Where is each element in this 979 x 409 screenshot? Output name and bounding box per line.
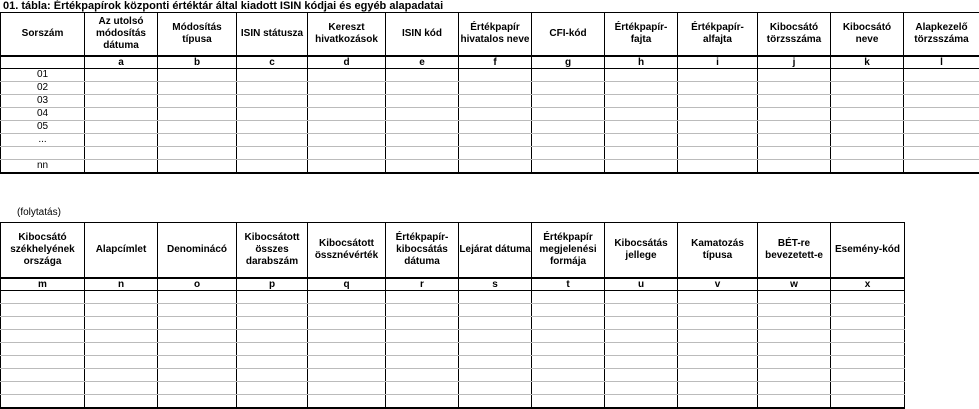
table-cell[interactable] [831, 108, 904, 121]
table-cell[interactable] [158, 160, 237, 174]
table-cell[interactable] [1, 395, 85, 409]
column-header: Alapkezelő törzsszáma [904, 13, 979, 57]
table-cell[interactable] [158, 108, 237, 121]
column-letter-row [1, 278, 905, 291]
column-header: Kibocsátás jellege [605, 223, 678, 279]
table-cell[interactable] [678, 330, 758, 343]
column-letter: x [831, 278, 905, 291]
column-letter: s [459, 278, 532, 291]
table-cell[interactable] [459, 95, 532, 108]
table-cell[interactable] [532, 291, 605, 304]
table-cell[interactable] [758, 356, 831, 369]
table-cell[interactable] [85, 160, 158, 174]
table-cell[interactable] [85, 108, 158, 121]
header-row [1, 223, 905, 279]
table-row [1, 369, 905, 382]
table-cell[interactable] [678, 395, 758, 409]
column-letter-row [1, 56, 979, 69]
column-letter [1, 56, 85, 69]
table-cell[interactable] [678, 369, 758, 382]
column-header: Kibocsátott összes darabszám [237, 223, 308, 279]
isin-table-part1 [0, 12, 979, 174]
table-cell[interactable] [678, 343, 758, 356]
table-cell[interactable] [678, 82, 758, 95]
table-cell[interactable] [678, 134, 758, 147]
table-cell[interactable] [605, 382, 678, 395]
table-cell[interactable] [532, 82, 605, 95]
table-cell[interactable] [831, 343, 905, 356]
table-cell[interactable] [459, 317, 532, 330]
table-cell[interactable] [532, 382, 605, 395]
table-row [1, 304, 905, 317]
table-cell[interactable] [308, 330, 386, 343]
table-cell[interactable] [386, 317, 459, 330]
column-header: Kamatozás típusa [678, 223, 758, 279]
table-cell[interactable] [308, 147, 386, 160]
column-header: Kibocsátó törzsszáma [758, 13, 831, 57]
table-cell[interactable] [85, 134, 158, 147]
table-cell[interactable] [831, 356, 905, 369]
column-header: ISIN kód [386, 13, 459, 57]
table-cell[interactable] [386, 343, 459, 356]
table-cell[interactable] [678, 356, 758, 369]
table-cell[interactable] [758, 395, 831, 409]
table-cell[interactable] [85, 82, 158, 95]
table-cell[interactable] [831, 395, 905, 409]
table-cell[interactable] [1, 343, 85, 356]
table-row [1, 69, 979, 82]
table-cell[interactable] [532, 134, 605, 147]
table-row [1, 382, 905, 395]
table-cell[interactable] [678, 108, 758, 121]
table-cell[interactable] [758, 369, 831, 382]
table-cell[interactable] [904, 147, 979, 160]
table-cell[interactable] [237, 304, 308, 317]
column-letter: b [158, 56, 237, 69]
table-cell[interactable] [386, 369, 459, 382]
column-header: Kereszt hivatkozások [308, 13, 386, 57]
table-cell[interactable] [758, 343, 831, 356]
table-cell[interactable] [237, 395, 308, 409]
table-cell[interactable] [1, 291, 85, 304]
table-cell[interactable] [459, 82, 532, 95]
table-cell[interactable] [678, 121, 758, 134]
column-letter: f [459, 56, 532, 69]
column-header: Denominácó [158, 223, 237, 279]
table-cell[interactable] [532, 356, 605, 369]
table-cell[interactable] [532, 95, 605, 108]
table-cell[interactable] [386, 291, 459, 304]
column-letter: q [308, 278, 386, 291]
table-cell[interactable] [308, 356, 386, 369]
table-cell[interactable] [237, 356, 308, 369]
column-header: Lejárat dátuma [459, 223, 532, 279]
table-cell[interactable] [459, 382, 532, 395]
column-header: Kibocsátó székhelyének országa [1, 223, 85, 279]
column-letter: p [237, 278, 308, 291]
table-cell[interactable] [605, 291, 678, 304]
table-cell[interactable] [678, 160, 758, 174]
column-letter: i [678, 56, 758, 69]
column-header: Módosítás típusa [158, 13, 237, 57]
table-cell[interactable] [678, 95, 758, 108]
table-cell[interactable] [1, 369, 85, 382]
column-letter: d [308, 56, 386, 69]
row-number: 04 [1, 108, 85, 121]
table-cell[interactable] [158, 134, 237, 147]
table-cell[interactable] [758, 291, 831, 304]
column-letter: g [532, 56, 605, 69]
column-letter: a [85, 56, 158, 69]
table-cell[interactable] [459, 69, 532, 82]
table-cell[interactable] [158, 121, 237, 134]
column-header: Kibocsátó neve [831, 13, 904, 57]
table-cell[interactable] [386, 82, 459, 95]
table-cell[interactable] [459, 395, 532, 409]
table-cell[interactable] [605, 369, 678, 382]
table-cell[interactable] [904, 82, 979, 95]
table-row [1, 343, 905, 356]
table-cell[interactable] [605, 317, 678, 330]
table-cell[interactable] [85, 395, 158, 409]
table-cell[interactable] [758, 160, 831, 174]
continuation-label: (folytatás) [17, 207, 61, 218]
table-cell[interactable] [85, 69, 158, 82]
table-cell[interactable] [158, 147, 237, 160]
table-cell[interactable] [831, 134, 904, 147]
column-letter: w [758, 278, 831, 291]
column-letter: t [532, 278, 605, 291]
table-cell[interactable] [158, 343, 237, 356]
column-letter: l [904, 56, 979, 69]
column-header: Értékpapír-alfajta [678, 13, 758, 57]
table-cell[interactable] [459, 356, 532, 369]
row-number [1, 147, 85, 160]
table-cell[interactable] [758, 304, 831, 317]
table-cell[interactable] [831, 95, 904, 108]
table-cell[interactable] [758, 82, 831, 95]
table-cell[interactable] [532, 147, 605, 160]
column-letter: u [605, 278, 678, 291]
table-cell[interactable] [237, 134, 308, 147]
table-title: 01. tábla: Értékpapírok központi értéktár által kiadott ISIN kódjai és egyéb alapadatai [3, 0, 443, 12]
table-row [1, 108, 979, 121]
row-number: 02 [1, 82, 85, 95]
table-cell[interactable] [237, 330, 308, 343]
row-number: 05 [1, 121, 85, 134]
table-cell[interactable] [678, 291, 758, 304]
table-cell[interactable] [158, 317, 237, 330]
row-number: ... [1, 134, 85, 147]
table-cell[interactable] [605, 95, 678, 108]
table-row [1, 395, 905, 409]
table-cell[interactable] [85, 291, 158, 304]
table-cell[interactable] [678, 69, 758, 82]
table-cell[interactable] [308, 291, 386, 304]
table-cell[interactable] [158, 95, 237, 108]
table-cell[interactable] [831, 121, 904, 134]
table-cell[interactable] [158, 395, 237, 409]
isin-table-part2 [0, 222, 905, 409]
table-cell[interactable] [904, 69, 979, 82]
table-cell[interactable] [237, 95, 308, 108]
table-cell[interactable] [532, 108, 605, 121]
table-cell[interactable] [605, 356, 678, 369]
table-row [1, 160, 979, 174]
table-cell[interactable] [605, 395, 678, 409]
table-row [1, 330, 905, 343]
table-cell[interactable] [386, 95, 459, 108]
table-cell[interactable] [308, 95, 386, 108]
table-cell[interactable] [758, 134, 831, 147]
table-cell[interactable] [308, 395, 386, 409]
table-cell[interactable] [386, 382, 459, 395]
table-cell[interactable] [158, 304, 237, 317]
column-letter: o [158, 278, 237, 291]
table-cell[interactable] [308, 304, 386, 317]
table-cell[interactable] [605, 121, 678, 134]
table-cell[interactable] [831, 382, 905, 395]
table-cell[interactable] [308, 69, 386, 82]
table-cell[interactable] [831, 369, 905, 382]
table-cell[interactable] [1, 304, 85, 317]
table-cell[interactable] [605, 343, 678, 356]
table-cell[interactable] [904, 121, 979, 134]
table-cell[interactable] [532, 160, 605, 174]
table-cell[interactable] [459, 147, 532, 160]
table-cell[interactable] [85, 330, 158, 343]
table-cell[interactable] [85, 147, 158, 160]
table-cell[interactable] [758, 147, 831, 160]
table-cell[interactable] [831, 317, 905, 330]
column-letter: v [678, 278, 758, 291]
table-cell[interactable] [237, 291, 308, 304]
table-cell[interactable] [831, 304, 905, 317]
table-cell[interactable] [605, 69, 678, 82]
table-cell[interactable] [532, 121, 605, 134]
column-letter: r [386, 278, 459, 291]
table-cell[interactable] [678, 147, 758, 160]
table-cell[interactable] [308, 317, 386, 330]
table-cell[interactable] [904, 108, 979, 121]
table-cell[interactable] [532, 330, 605, 343]
table-cell[interactable] [532, 343, 605, 356]
table-cell[interactable] [308, 160, 386, 174]
row-number: 01 [1, 69, 85, 82]
table-row [1, 147, 979, 160]
table-cell[interactable] [386, 304, 459, 317]
table-cell[interactable] [831, 82, 904, 95]
table-row [1, 356, 905, 369]
table-cell[interactable] [386, 147, 459, 160]
table-row [1, 134, 979, 147]
table-cell[interactable] [386, 330, 459, 343]
table-cell[interactable] [158, 291, 237, 304]
table-cell[interactable] [85, 343, 158, 356]
column-header: Kibocsátott össznévérték [308, 223, 386, 279]
table-cell[interactable] [1, 382, 85, 395]
table-cell[interactable] [158, 330, 237, 343]
table-cell[interactable] [459, 304, 532, 317]
column-letter: h [605, 56, 678, 69]
table-cell[interactable] [758, 95, 831, 108]
table-cell[interactable] [85, 356, 158, 369]
table-cell[interactable] [85, 121, 158, 134]
table-cell[interactable] [1, 317, 85, 330]
table-cell[interactable] [158, 369, 237, 382]
column-header: Értékpapír-kibocsátás dátuma [386, 223, 459, 279]
column-letter: n [85, 278, 158, 291]
table-cell[interactable] [386, 395, 459, 409]
column-letter: j [758, 56, 831, 69]
table-cell[interactable] [237, 147, 308, 160]
table-row [1, 95, 979, 108]
table-cell[interactable] [459, 121, 532, 134]
table-cell[interactable] [758, 317, 831, 330]
table-cell[interactable] [308, 382, 386, 395]
table-cell[interactable] [237, 82, 308, 95]
table-cell[interactable] [758, 330, 831, 343]
table-cell[interactable] [308, 121, 386, 134]
table-cell[interactable] [237, 343, 308, 356]
column-header: BÉT-re bevezetett-e [758, 223, 831, 279]
table-cell[interactable] [308, 134, 386, 147]
table-cell[interactable] [237, 369, 308, 382]
table-cell[interactable] [459, 343, 532, 356]
table-cell[interactable] [237, 121, 308, 134]
header-row [1, 13, 979, 57]
table-cell[interactable] [1, 330, 85, 343]
table-cell[interactable] [158, 382, 237, 395]
table-cell[interactable] [605, 82, 678, 95]
table-cell[interactable] [85, 304, 158, 317]
table-cell[interactable] [237, 69, 308, 82]
table-cell[interactable] [532, 304, 605, 317]
column-letter: c [237, 56, 308, 69]
table-cell[interactable] [386, 356, 459, 369]
table-cell[interactable] [386, 160, 459, 174]
table-cell[interactable] [158, 82, 237, 95]
column-header: Alapcímlet [85, 223, 158, 279]
table-cell[interactable] [904, 134, 979, 147]
table-cell[interactable] [831, 69, 904, 82]
table-cell[interactable] [831, 330, 905, 343]
table-cell[interactable] [605, 147, 678, 160]
table-cell[interactable] [386, 134, 459, 147]
table-cell[interactable] [678, 382, 758, 395]
table-cell[interactable] [459, 291, 532, 304]
table-cell[interactable] [459, 134, 532, 147]
table-cell[interactable] [459, 330, 532, 343]
table-cell[interactable] [758, 69, 831, 82]
table-cell[interactable] [308, 108, 386, 121]
table-cell[interactable] [605, 304, 678, 317]
table-cell[interactable] [904, 160, 979, 174]
column-letter: e [386, 56, 459, 69]
row-number: 03 [1, 95, 85, 108]
table-cell[interactable] [308, 343, 386, 356]
table-cell[interactable] [605, 108, 678, 121]
table-cell[interactable] [158, 356, 237, 369]
table-row [1, 121, 979, 134]
table-cell[interactable] [237, 160, 308, 174]
table-cell[interactable] [532, 69, 605, 82]
table-cell[interactable] [459, 160, 532, 174]
table-cell[interactable] [605, 160, 678, 174]
table-cell[interactable] [904, 95, 979, 108]
column-header: Értékpapír-fajta [605, 13, 678, 57]
table-cell[interactable] [237, 317, 308, 330]
table-cell[interactable] [386, 121, 459, 134]
column-header: ISIN státusza [237, 13, 308, 57]
column-header: Az utolsó módosítás dátuma [85, 13, 158, 57]
table-cell[interactable] [678, 317, 758, 330]
table-cell[interactable] [532, 395, 605, 409]
table-cell[interactable] [1, 356, 85, 369]
table-cell[interactable] [459, 108, 532, 121]
column-header: Értékpapír hivatalos neve [459, 13, 532, 57]
table-cell[interactable] [678, 304, 758, 317]
table-cell[interactable] [605, 134, 678, 147]
table-cell[interactable] [237, 382, 308, 395]
table-cell[interactable] [386, 69, 459, 82]
table-cell[interactable] [85, 95, 158, 108]
table-cell[interactable] [758, 108, 831, 121]
table-cell[interactable] [85, 317, 158, 330]
table-cell[interactable] [758, 121, 831, 134]
table-cell[interactable] [532, 369, 605, 382]
table-cell[interactable] [831, 147, 904, 160]
column-header: Értékpapír megjelenési formája [532, 223, 605, 279]
table-cell[interactable] [459, 369, 532, 382]
table-row [1, 317, 905, 330]
column-header: Sorszám [1, 13, 85, 57]
table-cell[interactable] [308, 82, 386, 95]
table-cell[interactable] [532, 317, 605, 330]
table-row [1, 82, 979, 95]
column-letter: m [1, 278, 85, 291]
table-row [1, 291, 905, 304]
table-cell[interactable] [386, 108, 459, 121]
table-cell[interactable] [605, 330, 678, 343]
column-letter: k [831, 56, 904, 69]
column-header: Esemény-kód [831, 223, 905, 279]
table-cell[interactable] [237, 108, 308, 121]
table-cell[interactable] [85, 382, 158, 395]
table-cell[interactable] [308, 369, 386, 382]
row-number: nn [1, 160, 85, 174]
column-header: CFI-kód [532, 13, 605, 57]
table-cell[interactable] [158, 69, 237, 82]
table-cell[interactable] [831, 160, 904, 174]
table-cell[interactable] [831, 291, 905, 304]
table-cell[interactable] [85, 369, 158, 382]
table-cell[interactable] [758, 382, 831, 395]
